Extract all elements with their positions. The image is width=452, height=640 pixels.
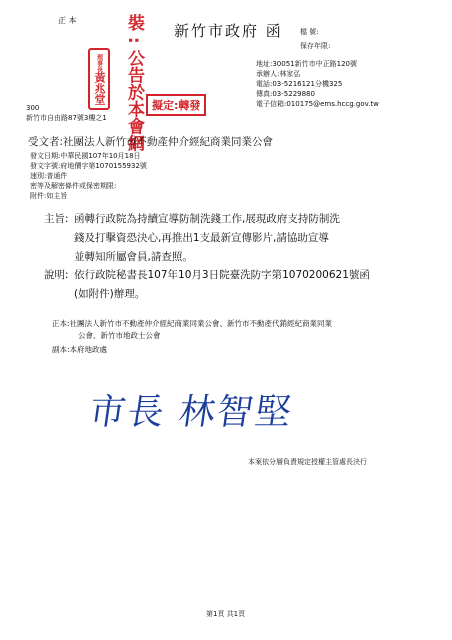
- contact-fax: 傳真:03-5229880: [256, 90, 315, 98]
- contact-email: 電子信箱:010175@ems.hccg.gov.tw: [256, 100, 379, 108]
- chairman-seal: [88, 48, 110, 110]
- recipient: 受文者:社團法人新竹市不動產仲介經紀商業同業公會: [28, 136, 274, 148]
- sender-address: 新竹市自由路87號3樓之1: [26, 114, 107, 122]
- explanation-line: 依行政院秘書長107年10月3日院臺洗防字第1070200621號函: [74, 269, 370, 281]
- retention-label: 保存年限:: [300, 42, 331, 50]
- explanation-section: [44, 266, 370, 304]
- subject-label: 主旨:: [44, 213, 69, 225]
- announcement-stamp: 裝 : 公告於本會網: [124, 14, 144, 152]
- page-number: 第1頁 共1頁: [206, 610, 246, 618]
- document-title: 新竹市政府 函: [174, 22, 283, 40]
- mayor-signature: 市長 林智堅: [86, 392, 296, 433]
- confidentiality: 密等及解密條件或保密期限:: [30, 182, 117, 190]
- cc-line: 公會、新竹市地政士公會: [78, 331, 161, 340]
- original-copy-label: 正 本: [58, 16, 77, 25]
- copy-label: 副本:: [52, 345, 70, 354]
- copy-section: [52, 344, 107, 356]
- seal-name: 黃兆堂: [93, 71, 106, 105]
- explanation-line: (如附件)辦理。: [74, 288, 146, 300]
- subject-line: 函轉行政院為持續宣導防制洗錢工作,展現政府支持防制洗: [74, 213, 340, 225]
- explanation-label: 說明:: [44, 269, 69, 281]
- attachment: 附件:如主旨: [30, 192, 68, 200]
- subject-line: 並轉知所屬會員,請查照。: [74, 251, 193, 263]
- copy-text: 本府地政處: [69, 345, 108, 354]
- contact-phone: 電話:03-5216121分機325: [256, 80, 343, 88]
- document-number: 發文字號:府地價字第1070155932號: [30, 162, 147, 170]
- cc-section: [52, 318, 332, 342]
- contact-person: 承辦人:林家弘: [256, 70, 301, 78]
- authorization-note: 本案依分層負責規定授權主管處長決行: [248, 458, 367, 466]
- file-number-label: 檔 號:: [300, 28, 319, 36]
- subject-line: 錢及打擊資恐決心,再推出1支最新宣傳影片,請協助宣導: [74, 232, 329, 244]
- contact-address: 地址:30051新竹市中正路120號: [256, 60, 357, 68]
- seal-title: 理事長: [95, 53, 103, 72]
- cc-label: 正本:: [52, 319, 70, 328]
- sender-postcode: 300: [26, 104, 40, 112]
- issue-date: 發文日期:中華民國107年10月18日: [30, 152, 141, 160]
- urgency: 速別:普通件: [30, 172, 68, 180]
- subject-section: [44, 210, 340, 267]
- draft-stamp: 擬定:轉發: [146, 94, 206, 116]
- cc-line: 社團法人新竹市不動產仲介經紀商業同業公會、新竹市不動產代銷經紀商業同業: [69, 319, 333, 328]
